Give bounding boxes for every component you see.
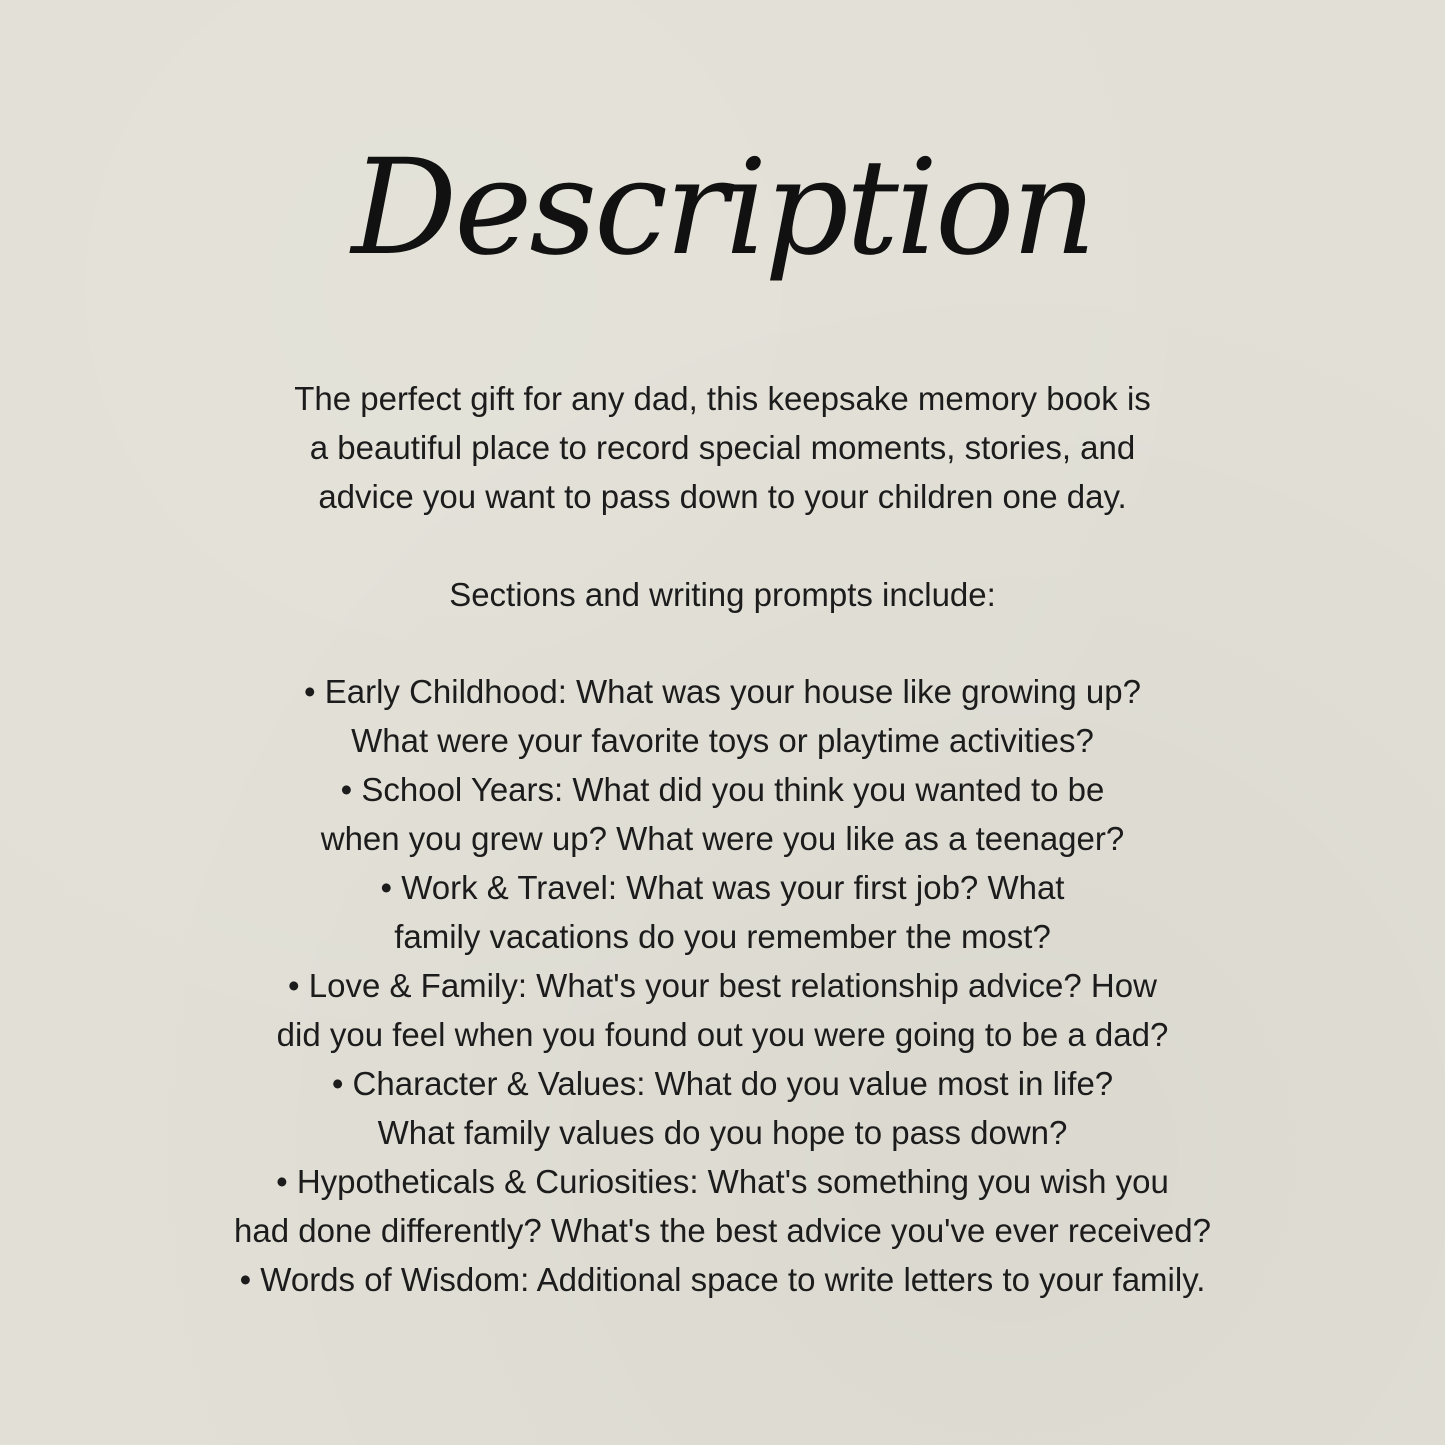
prompt-list [140,667,1305,1304]
intro-line: The perfect gift for any dad, this keepsake memory book is [294,380,1151,417]
page-title: Description [351,131,1094,285]
prompt-line: had done differently? What's the best advice you've ever received? [234,1212,1211,1249]
intro-line: advice you want to pass down to your children one day. [318,478,1127,515]
list-item [140,863,1305,961]
sections-heading [140,570,1305,619]
prompt-line: What were your favorite toys or playtime activities? [351,722,1094,759]
prompt-line: family vacations do you remember the most? [394,918,1051,955]
prompt-line: • Hypotheticals & Curiosities: What's something you wish you [276,1163,1169,1200]
list-item [140,765,1305,863]
prompt-line: • Love & Family: What's your best relationship advice? How [288,967,1157,1004]
prompt-line: • Character & Values: What do you value most in life? [331,1065,1114,1102]
prompt-line: • Work & Travel: What was your first job? What [380,869,1065,906]
prompt-line: What family values do you hope to pass down? [377,1114,1068,1151]
list-item [140,667,1305,765]
prompt-line: • Words of Wisdom: Additional space to write letters to your family. [239,1261,1206,1298]
intro-line: a beautiful place to record special moments, stories, and [309,429,1136,466]
list-item [140,1255,1305,1304]
prompt-line: • School Years: What did you think you wanted to be [340,771,1105,808]
prompt-line: did you feel when you found out you were going to be a dad? [276,1016,1169,1053]
sections-heading-text: Sections and writing prompts include: [449,576,996,613]
prompt-line: • Early Childhood: What was your house like growing up? [304,673,1141,710]
list-item [140,961,1305,1059]
intro-paragraph [140,374,1305,521]
list-item [140,1157,1305,1255]
list-item [140,1059,1305,1157]
prompt-line: when you grew up? What were you like as a teenager? [320,820,1125,857]
